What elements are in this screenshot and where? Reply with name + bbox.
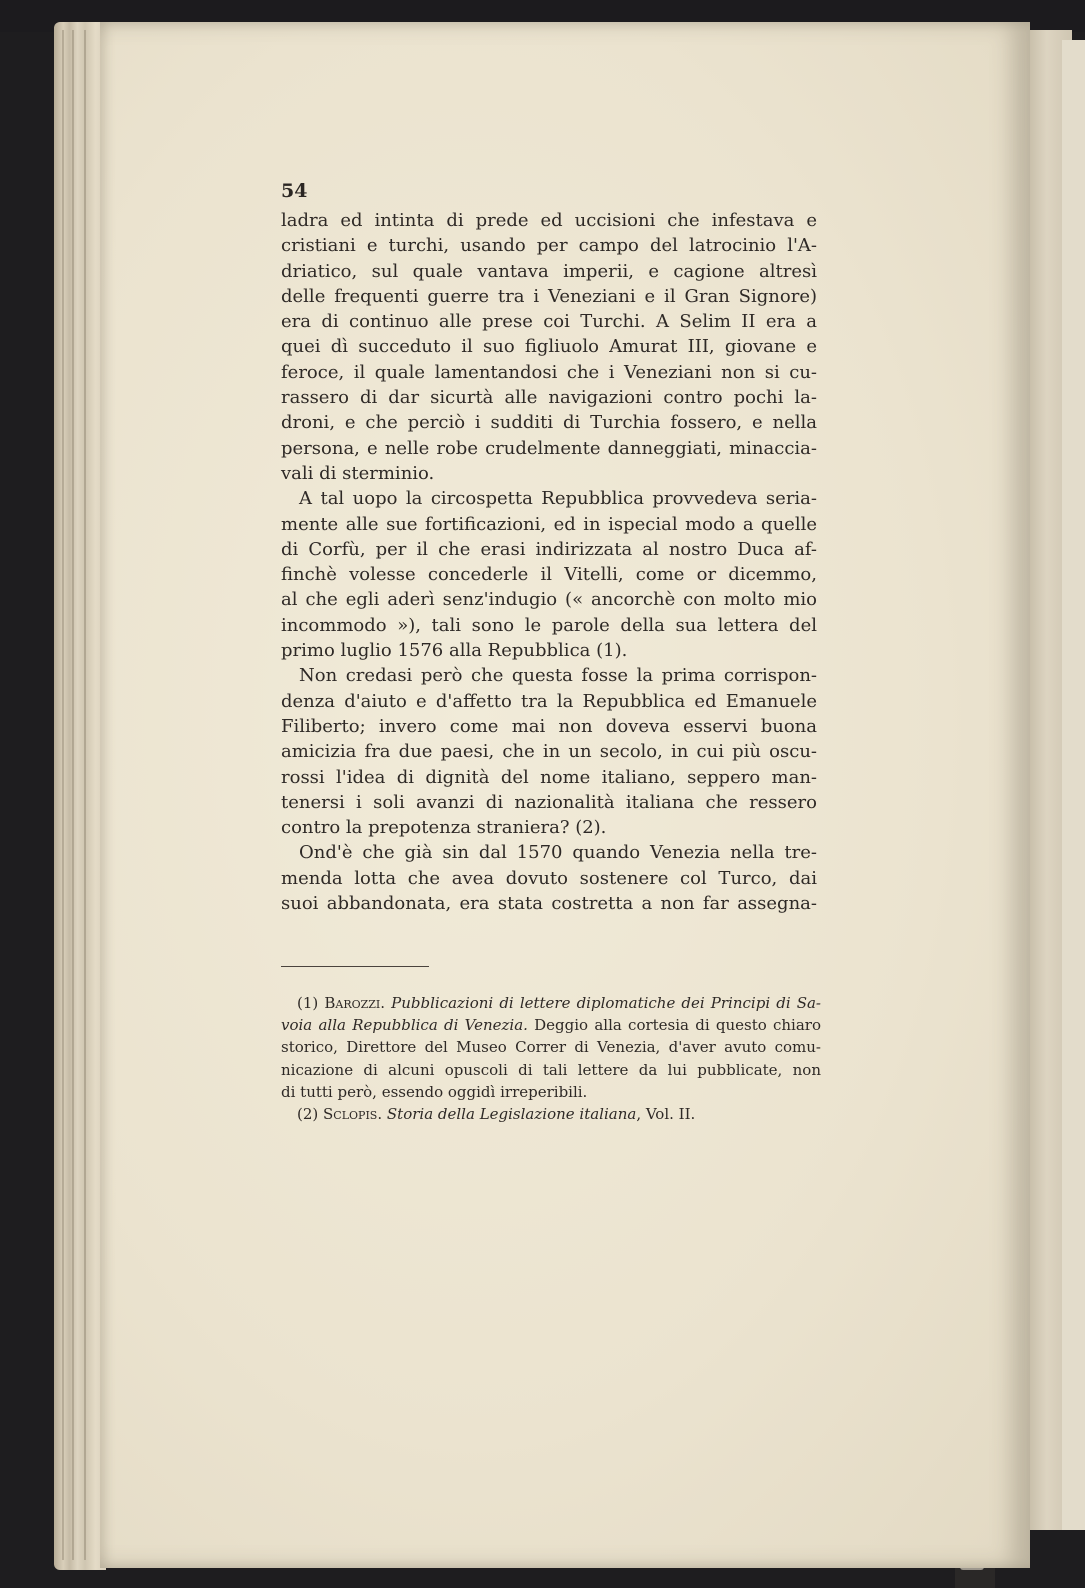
text-line: ladra ed intinta di prede ed uccisioni che infestava e	[281, 210, 817, 231]
text-line: era di continuo alle prese coi Turchi. A Selim II era a	[281, 311, 817, 333]
text-line: al che egli aderì senz'indugio (« ancorchè con molto mio	[281, 589, 817, 611]
text-line: di Corfù, per il che erasi indirizzata al nostro Duca af-	[281, 538, 817, 560]
page-edge-line	[84, 30, 86, 1560]
text-line: finchè volesse concederle il Vitelli, come or dicemmo,	[281, 564, 817, 586]
text-line: amicizia fra due paesi, che in un secolo, in cui più oscu-	[281, 741, 817, 763]
text-line: Filiberto; invero come mai non doveva esservi buona	[281, 715, 817, 737]
footnote-author: Sclopis.	[323, 1105, 383, 1124]
text-line: menda lotta che avea dovuto sostenere col Turco, dai	[281, 867, 817, 889]
footnote-2-line	[281, 1103, 821, 1125]
text-line: rassero di dar sicurtà alle navigazioni contro pochi la-	[281, 387, 817, 409]
footnote-text: , Vol. II.	[636, 1105, 696, 1124]
footnote-1-line	[281, 1014, 821, 1036]
footnote-marker: (2)	[297, 1105, 319, 1124]
text-line: rossi l'idea di dignità del nome italiano, seppero man-	[281, 766, 817, 788]
text-line: incommodo »), tali sono le parole della sua lettera del	[281, 614, 817, 636]
footnotes	[281, 992, 821, 1125]
footnote-title: Pubblicazioni di lettere diplomatiche dei Principi di Sa-	[391, 994, 821, 1012]
footnote-1-line: nicazione di alcuni opuscoli di tali lettere da lui pubblicate, non	[281, 1060, 821, 1079]
footnote-1-line	[281, 992, 821, 1014]
page-number: 54	[281, 180, 308, 202]
footnote-title: Storia della Legislazione italiana	[386, 1105, 637, 1124]
footnote-rule	[281, 966, 429, 967]
footnote-title: voia alla Repubblica di Venezia.	[281, 1016, 528, 1035]
text-line: quei dì succeduto il suo figliuolo Amurat III, giovane e	[281, 336, 817, 358]
body-text	[281, 208, 817, 916]
text-line: mente alle sue fortificazioni, ed in ispecial modo a quelle	[281, 513, 817, 535]
text-line: primo luglio 1576 alla Repubblica (1).	[281, 640, 628, 662]
text-line: contro la prepotenza straniera? (2).	[281, 817, 607, 839]
page-edge-line	[62, 30, 64, 1560]
text-line: vali di sterminio.	[281, 462, 435, 484]
text-line: feroce, il quale lamentandosi che i Veneziani non si cu-	[281, 361, 817, 383]
text-line: Non credasi però che questa fosse la prima corrispon-	[299, 665, 817, 687]
text-line: droni, e che perciò i sudditi di Turchia fossero, e nella	[281, 412, 817, 434]
text-line: A tal uopo la circospetta Repubblica provvedeva seria-	[299, 488, 817, 510]
text-line: persona, e nelle robe crudelmente danneggiati, minaccia-	[281, 437, 817, 459]
text-line: tenersi i soli avanzi di nazionalità italiana che ressero	[281, 791, 817, 813]
text-line: Ond'è che già sin dal 1570 quando Venezia nella tre-	[299, 842, 817, 864]
page-edge-line	[72, 30, 74, 1560]
footnote-1-line: storico, Direttore del Museo Correr di Venezia, d'aver avuto comu-	[281, 1038, 821, 1057]
text-line: denza d'aiuto e d'affetto tra la Repubblica ed Emanuele	[281, 690, 817, 712]
text-line: cristiani e turchi, usando per campo del latrocinio l'A-	[281, 235, 817, 257]
footnote-text: Deggio alla cortesia di questo chiaro	[534, 1016, 821, 1035]
footnote-marker: (1)	[297, 994, 319, 1012]
text-line: suoi abbandonata, era stata costretta a non far assegna-	[281, 893, 817, 915]
text-line: delle frequenti guerre tra i Veneziani e il Gran Signore)	[281, 285, 817, 307]
footnote-1-line: di tutti però, essendo oggidì irreperibili.	[281, 1082, 588, 1101]
footnote-author: Barozzi.	[324, 994, 386, 1012]
text-line: driatico, sul quale vantava imperii, e cagione altresì	[281, 260, 817, 282]
next-page-edge	[1062, 40, 1085, 1530]
